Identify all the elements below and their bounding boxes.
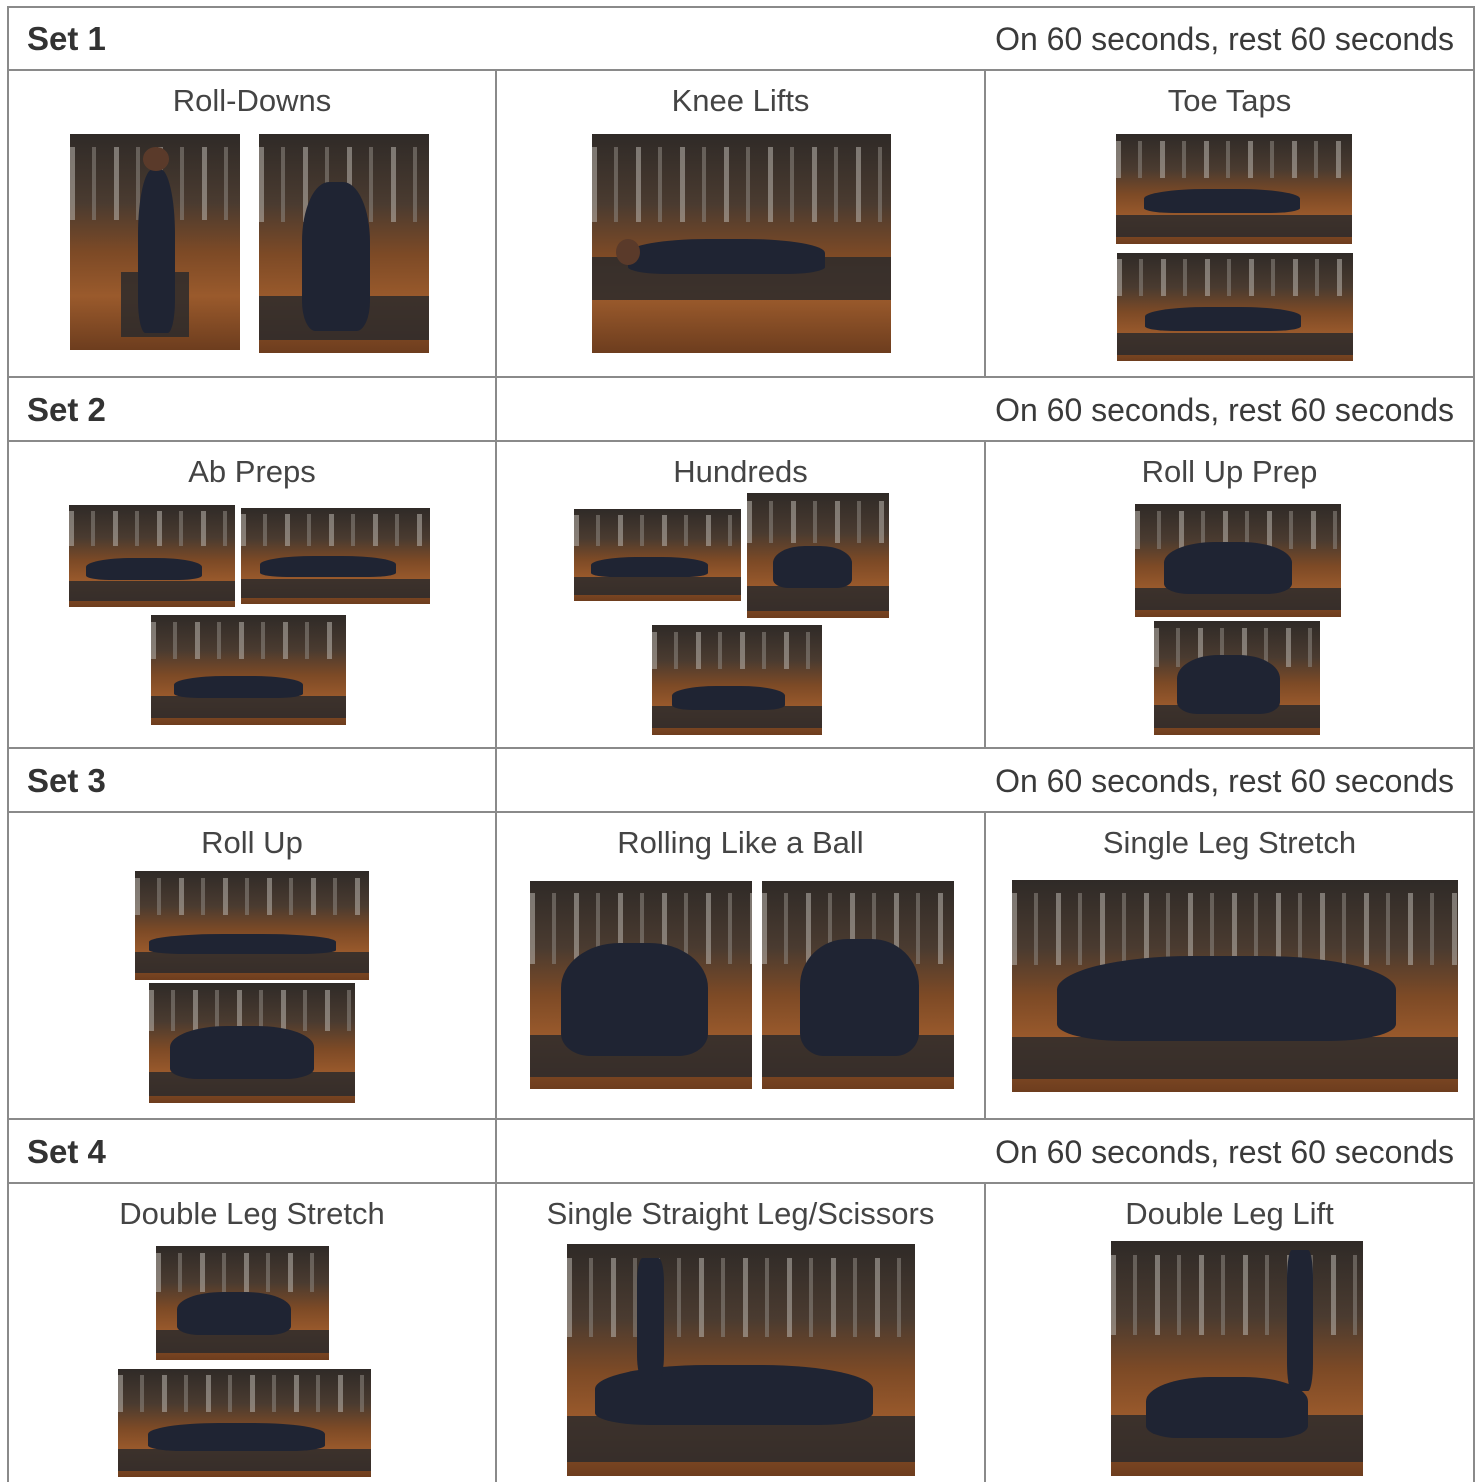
exercise-roll-up-title: Roll Up bbox=[201, 825, 303, 860]
double-leg-stretch-photo-1 bbox=[156, 1246, 329, 1360]
exercise-ab-preps-title: Ab Preps bbox=[188, 454, 316, 489]
workout-table bbox=[7, 6, 1475, 1482]
roll-up-prep-photo-2 bbox=[1154, 621, 1320, 735]
roll-downs-photo-folded bbox=[259, 134, 429, 353]
set-2-timing: On 60 seconds, rest 60 seconds bbox=[995, 392, 1454, 428]
double-leg-stretch-photo-2 bbox=[118, 1369, 371, 1477]
exercise-single-leg-stretch-title: Single Leg Stretch bbox=[1102, 825, 1357, 860]
double-leg-lift-photo bbox=[1111, 1241, 1363, 1476]
hundreds-photo-2 bbox=[747, 493, 889, 618]
toe-taps-photo-1 bbox=[1116, 134, 1352, 244]
set-3-label: Set 3 bbox=[27, 762, 106, 799]
exercise-hundreds-title: Hundreds bbox=[673, 454, 808, 489]
roll-up-photo-2 bbox=[149, 983, 355, 1103]
set-1-timing: On 60 seconds, rest 60 seconds bbox=[995, 21, 1454, 57]
exercise-roll-downs-title: Roll-Downs bbox=[172, 83, 332, 118]
set-4-label: Set 4 bbox=[27, 1133, 106, 1170]
exercise-knee-lifts-title: Knee Lifts bbox=[671, 83, 810, 118]
exercise-toe-taps-title: Toe Taps bbox=[1167, 83, 1292, 118]
knee-lifts-photo bbox=[592, 134, 891, 353]
ab-preps-photo-3 bbox=[151, 615, 346, 725]
ab-preps-photo-2 bbox=[241, 508, 430, 604]
ab-preps-photo-1 bbox=[69, 505, 235, 607]
toe-taps-photo-2 bbox=[1117, 253, 1353, 361]
roll-up-photo-1 bbox=[135, 871, 369, 980]
exercise-roll-up-prep-title: Roll Up Prep bbox=[1141, 454, 1318, 489]
set-2-label: Set 2 bbox=[27, 391, 106, 428]
roll-up-prep-photo-1 bbox=[1135, 504, 1341, 617]
table-border-right bbox=[1473, 6, 1475, 1482]
single-leg-stretch-photo bbox=[1012, 880, 1458, 1092]
single-straight-leg-scissors-photo bbox=[567, 1244, 915, 1476]
exercise-rolling-like-a-ball-title: Rolling Like a Ball bbox=[617, 825, 864, 860]
exercise-double-leg-stretch-title: Double Leg Stretch bbox=[119, 1196, 385, 1231]
exercise-double-leg-lift-title: Double Leg Lift bbox=[1125, 1196, 1334, 1231]
set-3-timing: On 60 seconds, rest 60 seconds bbox=[995, 763, 1454, 799]
hundreds-photo-3 bbox=[652, 625, 822, 735]
hundreds-photo-1 bbox=[574, 509, 741, 601]
exercise-single-straight-leg-scissors-title: Single Straight Leg/Scissors bbox=[546, 1196, 935, 1231]
rolling-like-a-ball-photo-1 bbox=[530, 881, 752, 1089]
set-1-label: Set 1 bbox=[27, 20, 106, 57]
table-border-left bbox=[7, 6, 9, 1482]
roll-downs-photo-standing bbox=[70, 134, 240, 350]
set-4-timing: On 60 seconds, rest 60 seconds bbox=[995, 1134, 1454, 1170]
rolling-like-a-ball-photo-2 bbox=[762, 881, 954, 1089]
